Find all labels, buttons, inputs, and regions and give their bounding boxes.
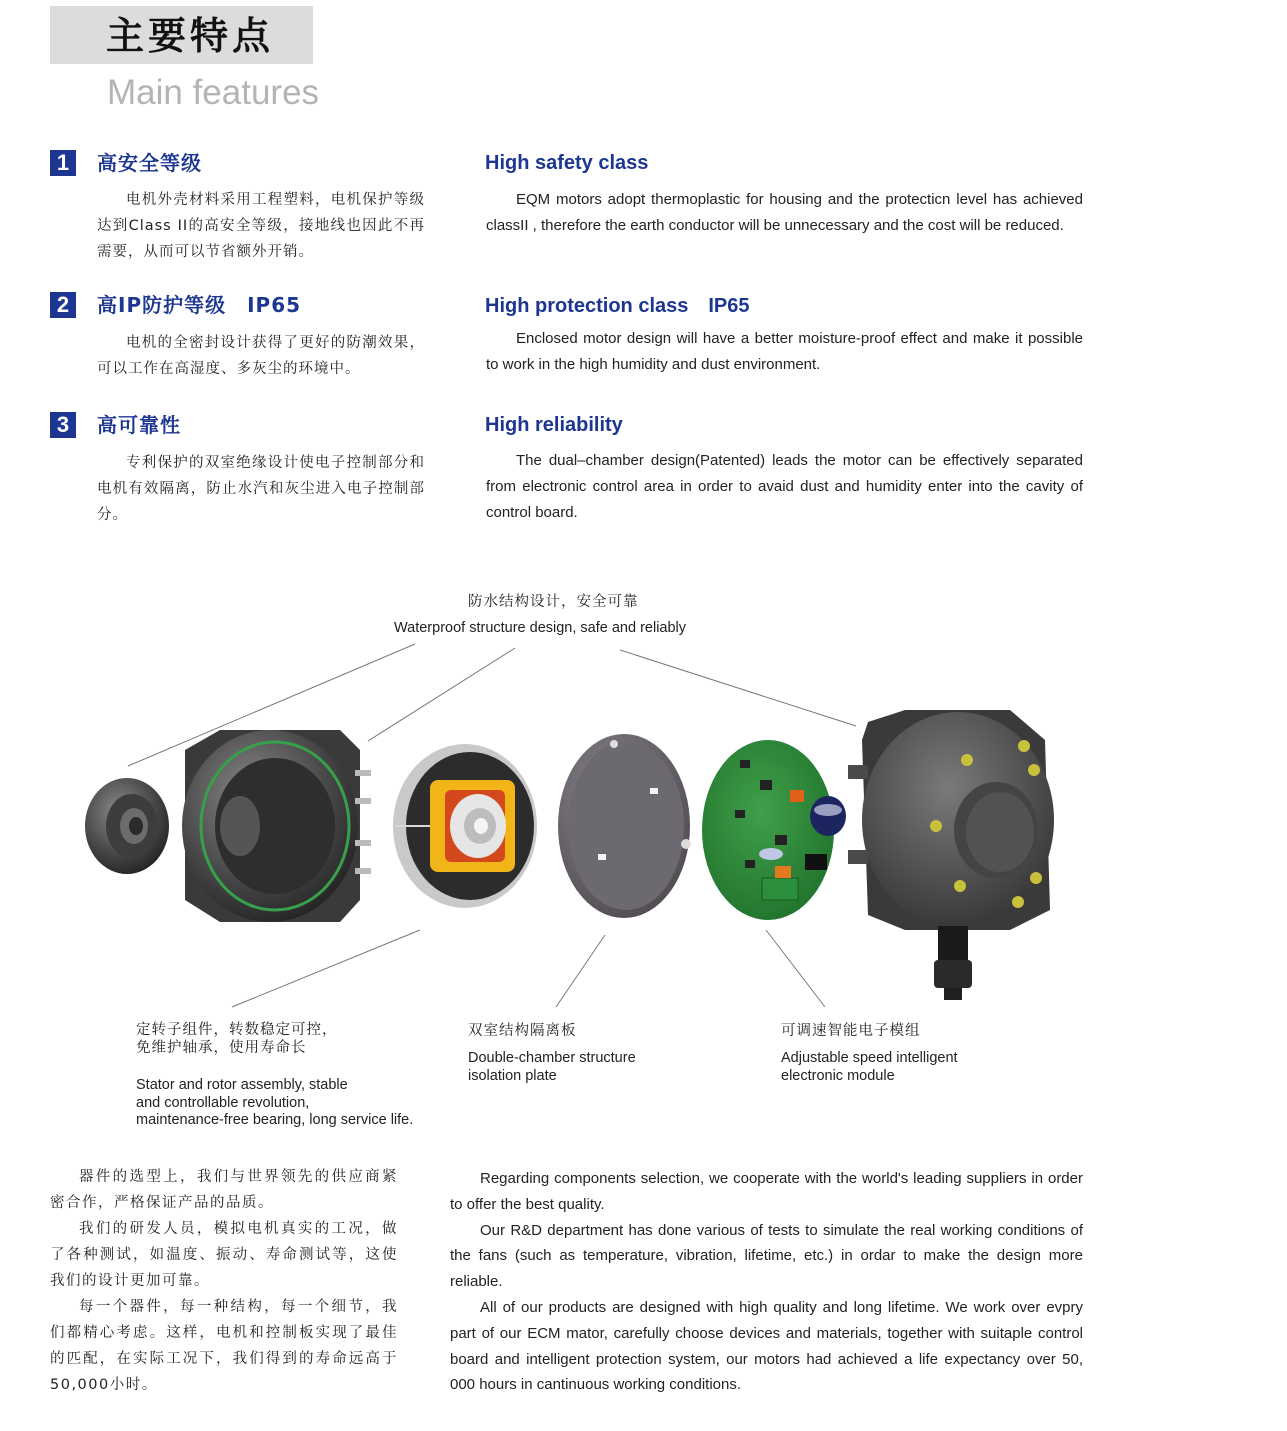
bottom-text-en [450,1166,1083,1398]
feature-title-cn: 高IP防护等级 IP65 [97,293,302,317]
electronic-module [702,740,846,920]
feature-text-en: The dual–chamber design(Patented) leads the motor can be effectively separated from electronic control area in order to avaid dust and humidity enter into the cavity of control board. [486,452,1083,521]
diagram-top-caption-en: Waterproof structure design, safe and reliably [394,620,687,636]
rear-housing [848,710,1054,1000]
callout-stator-rotor [136,1021,413,1130]
callout-en-line: maintenance-free bearing, long service life. [136,1112,414,1128]
stator-rotor-assembly [393,744,537,908]
callout-en-line: Double-chamber structure [468,1050,636,1066]
isolation-plate [558,734,691,918]
callout-en-line: Stator and rotor assembly, stable [136,1077,348,1093]
callout-cn-line: 可调速智能电子模组 [781,1023,921,1039]
paragraph-cn: 我们的研发人员，模拟电机真实的工况，做了各种测试，如温度、振动、寿命测试等，这使我们的设计更加可靠。 [50,1221,398,1289]
feature-text-cn: 电机外壳材料采用工程塑料，电机保护等级达到Class II的高安全等级，接地线也因此不再需要，从而可以节省额外开销。 [97,192,425,260]
paragraph-en: Regarding components selection, we cooperate with the world's leading suppliers in order to offer the best quality. [450,1170,1083,1213]
callout-cn-line: 双室结构隔离板 [468,1023,577,1039]
page-title-en: Main features [107,73,320,112]
bearing-cap [85,778,169,874]
feature-title-en: High protection class IP65 [485,295,750,317]
diagram-top-caption-cn: 防水结构设计，安全可靠 [468,594,639,610]
callout-cn-line: 免维护轴承，使用寿命长 [136,1040,307,1056]
paragraph-en: All of our products are designed with high quality and long lifetime. We work over evpry part of our ECM mator, carefully choose devices and materials, together with suitaple control board and intelligent protection system, our motors had achieved a life expectancy over 50, 000 hours in cantinuous working conditions. [450,1298,1083,1394]
feature-number-badge: 3 [50,412,76,438]
paragraph-cn: 器件的选型上，我们与世界领先的供应商紧密合作，严格保证产品的品质。 [50,1169,398,1211]
front-housing [182,730,371,922]
paragraph-cn: 每一个器件，每一种结构，每一个细节，我们都精心考虑。这样，电机和控制板实现了最佳的匹配，在实际工况下，我们得到的寿命远高于50,000小时。 [50,1299,398,1393]
callout-en-line: isolation plate [468,1067,557,1084]
callout-isolation-plate [468,1022,636,1085]
feature-text-en: Enclosed motor design will have a better moisture-proof effect and make it possible to work in the high humidity and dust environment. [486,330,1083,373]
callout-cn-line: 定转子组件，转数稳定可控， [136,1022,338,1038]
callout-en-line: Adjustable speed intelligent [781,1050,958,1066]
feature-text-cn: 电机的全密封设计获得了更好的防潮效果，可以工作在高湿度、多灰尘的环境中。 [97,335,425,377]
feature-title-cn: 高安全等级 [97,151,202,175]
callout-electronic-module [781,1022,958,1085]
feature-number-badge: 2 [50,292,76,318]
page-title-cn: 主要特点 [106,14,275,58]
feature-text-cn: 专利保护的双室绝缘设计使电子控制部分和电机有效隔离，防止水汽和灰尘进入电子控制部分。 [97,455,425,523]
callout-en-line: and controllable revolution, [136,1094,310,1111]
feature-text-en: EQM motors adopt thermoplastic for housing and the protecticn level has achieved classII , therefore the earth conductor will be unnecessary and the cost will be reduced. [486,191,1083,234]
feature-number-badge: 1 [50,150,76,176]
callout-en-line: electronic module [781,1067,895,1084]
feature-title-cn: 高可靠性 [97,413,181,437]
bottom-text-cn [50,1164,398,1398]
feature-title-en: High reliability [485,414,623,436]
paragraph-en: Our R&D department has done various of tests to simulate the real working conditions of the fans (such as temperature, vibration, lifetime, etc.) in ordar to make the design more reliable. [450,1221,1083,1291]
exploded-motor-illustration [0,630,1287,1010]
feature-title-en: High safety class [485,152,649,174]
